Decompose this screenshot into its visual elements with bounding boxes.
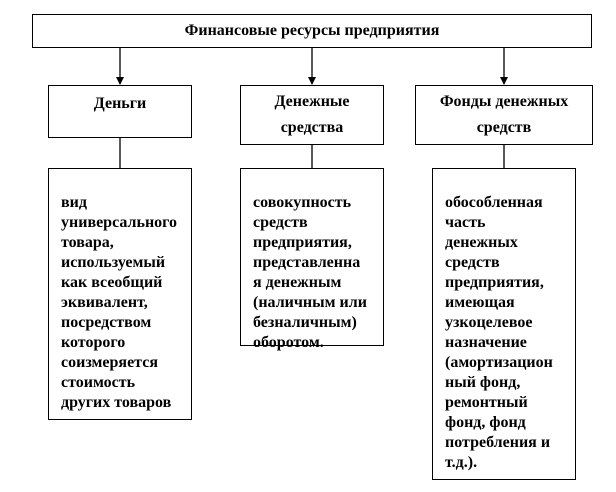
node-funds-label: Фонды денежных средств: [439, 93, 569, 136]
node-money-label: Деньги: [93, 95, 147, 112]
desc-cash-text: совокупность средств предприятия, представленна я денежным (наличным или безналичным) оборотом.: [253, 194, 367, 351]
node-cash-label: Денежные средства: [274, 93, 350, 136]
desc-funds: [432, 168, 576, 480]
node-funds: [415, 85, 593, 145]
desc-money: [48, 168, 192, 420]
desc-cash: [240, 168, 384, 351]
root-label: Финансовые ресурсы предприятия: [184, 22, 440, 39]
root-node: [32, 14, 592, 48]
node-money: [48, 85, 192, 138]
desc-funds-text: обособленная часть денежных средств предприятия, имеющая узкоцелевое назначение (амортизацион ный фонд, ремонтный фонд, фонд потребления и т.д.).: [445, 194, 553, 471]
node-cash: [240, 85, 384, 145]
desc-money-text: вид универсального товара, используемый как всеобщий эквивалент, посредством которого соизмеряется стоимость других товаров: [61, 194, 178, 411]
